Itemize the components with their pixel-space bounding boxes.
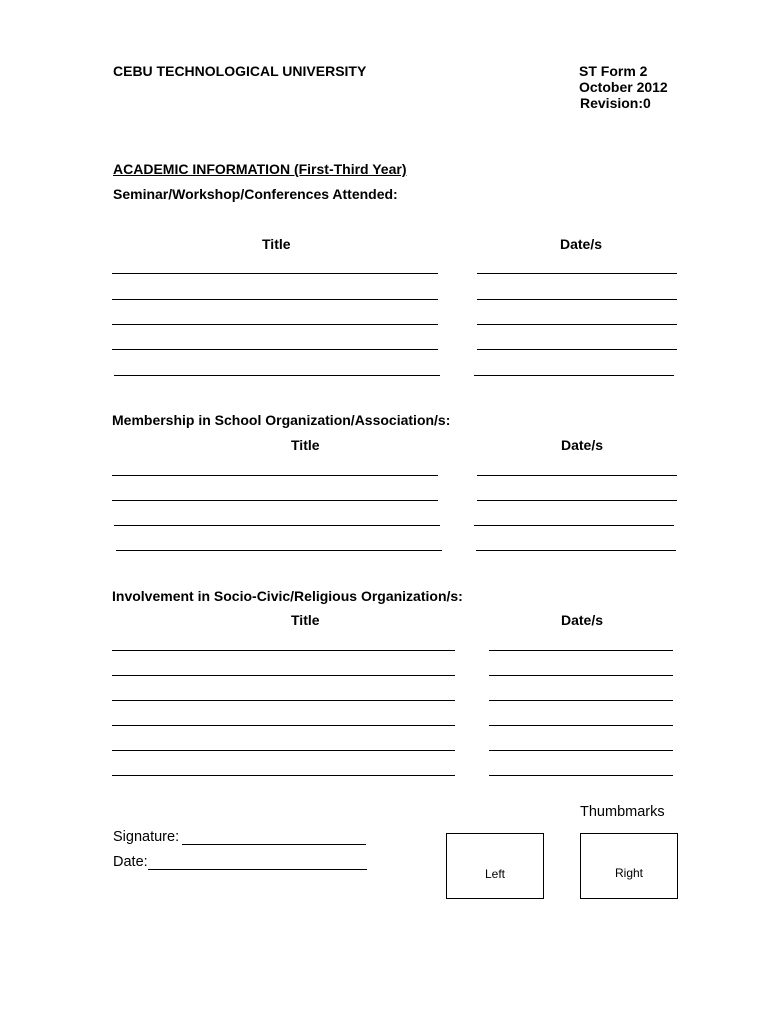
involvement-title-line-3[interactable] xyxy=(112,700,455,701)
membership-date-line-2[interactable] xyxy=(477,500,677,501)
signature-line[interactable] xyxy=(182,844,366,845)
left-thumbmark-label: Left xyxy=(484,867,505,881)
membership-title-header: Title xyxy=(291,437,320,453)
seminar-date-line-5[interactable] xyxy=(474,375,674,376)
involvement-dates-header: Date/s xyxy=(561,612,604,628)
involvement-date-line-2[interactable] xyxy=(489,675,673,676)
seminar-date-line-3[interactable] xyxy=(477,324,677,325)
seminar-title-line-1[interactable] xyxy=(112,273,438,274)
involvement-title-line-6[interactable] xyxy=(112,775,455,776)
seminars-dates-header: Date/s xyxy=(560,236,603,252)
seminar-date-line-1[interactable] xyxy=(477,273,677,274)
membership-date-line-3[interactable] xyxy=(474,525,674,526)
seminar-title-line-5[interactable] xyxy=(114,375,440,376)
seminar-date-line-2[interactable] xyxy=(477,299,677,300)
membership-date-line-4[interactable] xyxy=(476,550,676,551)
involvement-title-line-1[interactable] xyxy=(112,650,455,651)
involvement-date-line-4[interactable] xyxy=(489,725,673,726)
left-thumbmark-box[interactable] xyxy=(446,833,544,899)
date-label: Date: xyxy=(113,854,148,870)
involvement-title-line-4[interactable] xyxy=(112,725,455,726)
date-line[interactable] xyxy=(148,869,367,870)
membership-date-line-1[interactable] xyxy=(477,475,677,476)
membership-dates-header: Date/s xyxy=(561,437,604,453)
membership-title-line-1[interactable] xyxy=(112,475,438,476)
involvement-heading: Involvement in Socio-Civic/Religious Organization/s: xyxy=(112,588,463,604)
membership-heading: Membership in School Organization/Association/s: xyxy=(112,412,451,428)
membership-title-line-4[interactable] xyxy=(116,550,442,551)
involvement-date-line-3[interactable] xyxy=(489,700,673,701)
seminar-title-line-2[interactable] xyxy=(112,299,438,300)
seminars-heading: Seminar/Workshop/Conferences Attended: xyxy=(113,186,398,202)
involvement-title-line-2[interactable] xyxy=(112,675,455,676)
involvement-date-line-5[interactable] xyxy=(489,750,673,751)
section-title: ACADEMIC INFORMATION (First-Third Year) xyxy=(113,161,407,177)
involvement-title-header: Title xyxy=(291,612,320,628)
seminar-title-line-4[interactable] xyxy=(112,349,438,350)
involvement-title-line-5[interactable] xyxy=(112,750,455,751)
seminars-title-header: Title xyxy=(262,236,291,252)
thumbmarks-heading: Thumbmarks xyxy=(580,804,665,820)
right-thumbmark-box[interactable] xyxy=(580,833,678,899)
form-id: ST Form 2 xyxy=(579,63,648,79)
seminar-title-line-3[interactable] xyxy=(112,324,438,325)
involvement-date-line-1[interactable] xyxy=(489,650,673,651)
form-date: October 2012 xyxy=(579,79,668,95)
right-thumbmark-label: Right xyxy=(614,866,643,880)
signature-label: Signature: xyxy=(113,829,180,845)
involvement-date-line-6[interactable] xyxy=(489,775,673,776)
form-revision: Revision:0 xyxy=(580,95,651,111)
membership-title-line-3[interactable] xyxy=(114,525,440,526)
seminar-date-line-4[interactable] xyxy=(477,349,677,350)
university-name: CEBU TECHNOLOGICAL UNIVERSITY xyxy=(113,63,367,79)
membership-title-line-2[interactable] xyxy=(112,500,438,501)
